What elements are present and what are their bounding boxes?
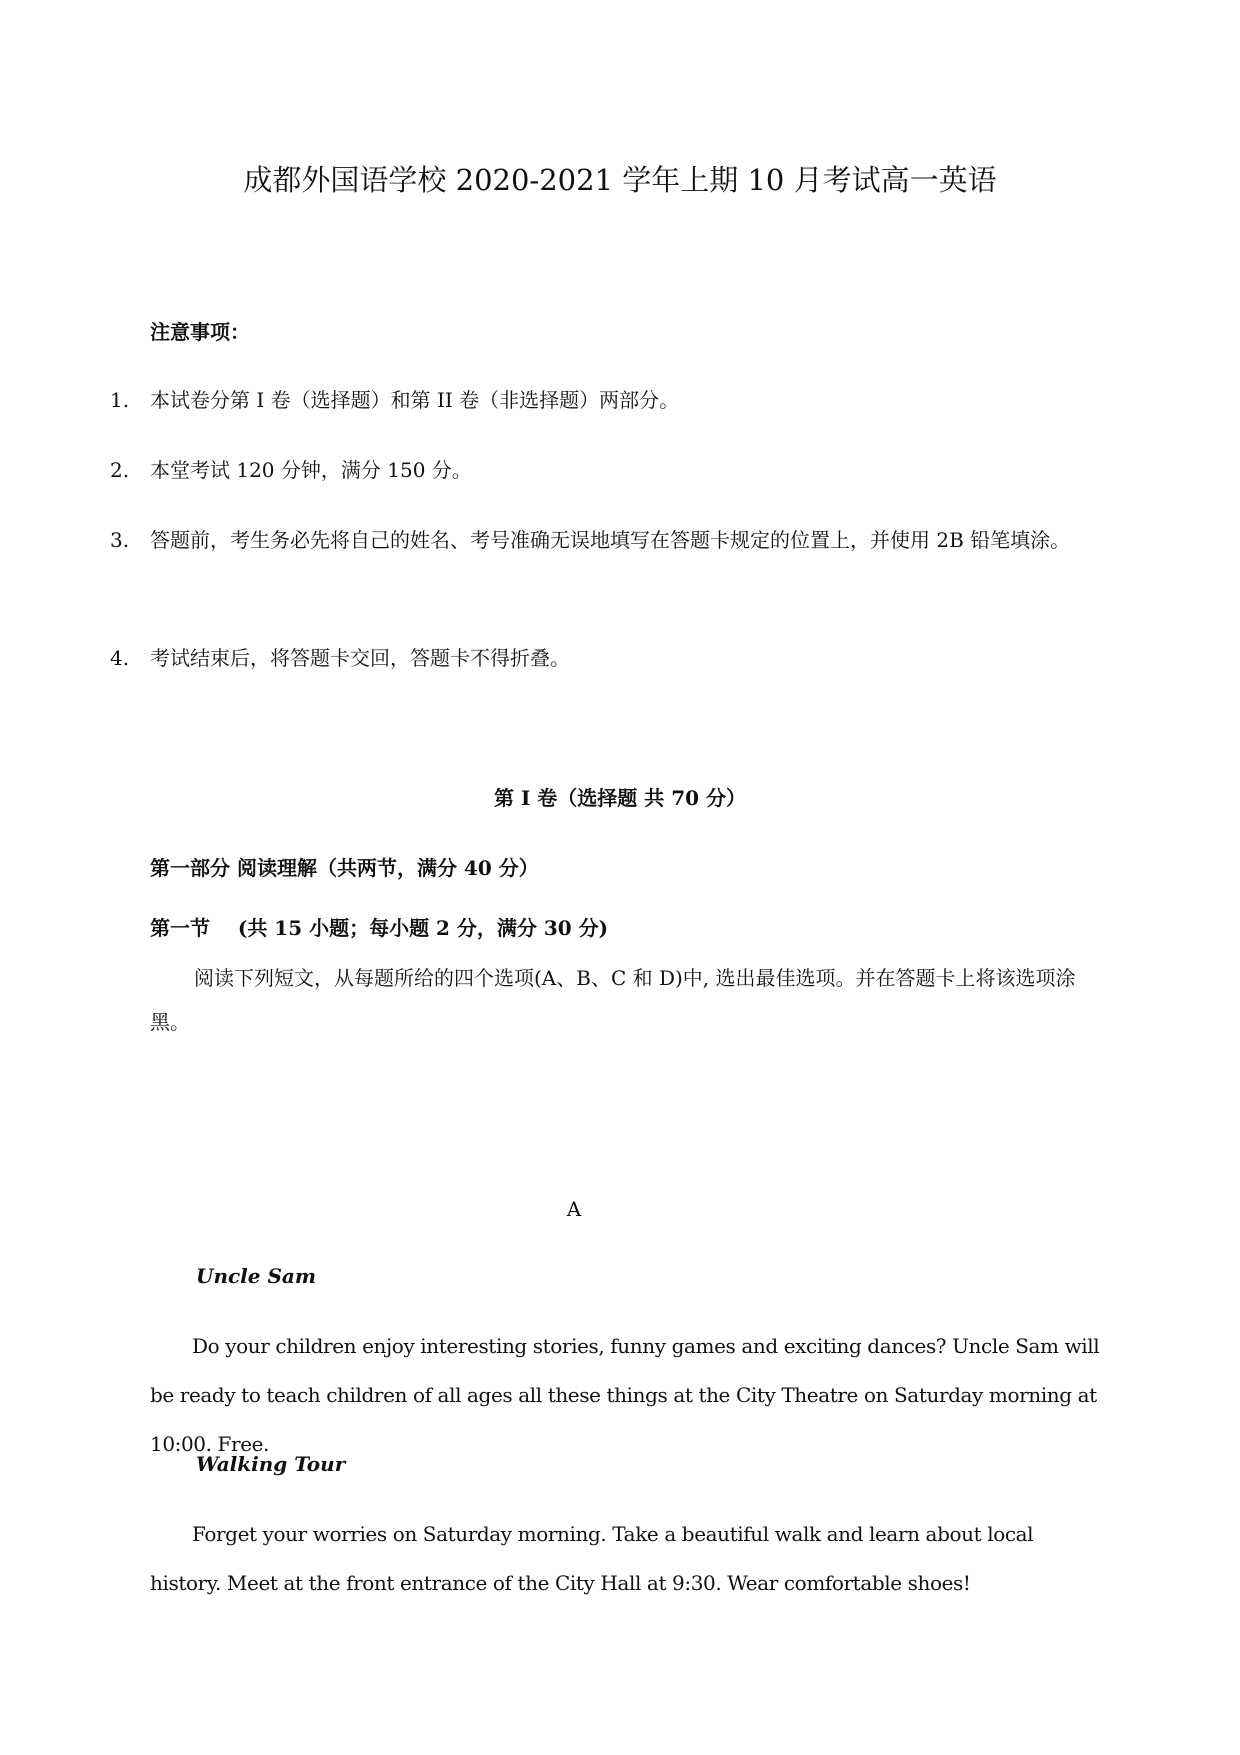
notice-item-number: 3.: [110, 528, 130, 552]
passage-label: A: [566, 1197, 582, 1221]
volume-heading: 第 I 卷（选择题 共 70 分）: [493, 786, 746, 810]
notice-item-text: 本堂考试 120 分钟，满分 150 分。: [150, 458, 472, 482]
section-heading: 第一节 (共 15 小题；每小题 2 分，满分 30 分): [150, 916, 609, 940]
exam-title: 成都外国语学校 2020-2021 学年上期 10 月考试高一英语: [243, 163, 997, 197]
notice-item-number: 2.: [110, 458, 130, 482]
reading-instruction: 阅读下列短文，从每题所给的四个选项(A、B、C 和 D)中, 选出最佳选项。并在答题卡上将该选项涂黑。: [150, 966, 1076, 1034]
event-title: Uncle Sam: [196, 1264, 317, 1288]
event-title: Walking Tour: [196, 1452, 346, 1476]
event-description: Do your children enjoy interesting stories, funny games and exciting dances? Uncle Sam will be ready to teach children of all ages all these things at the City Theatre on Saturday morning at 10:00. Free.: [150, 1334, 1100, 1456]
notice-item-number: 1.: [110, 388, 130, 412]
part-heading: 第一部分 阅读理解（共两节，满分 40 分）: [150, 856, 539, 880]
notice-item-text: 考试结束后，将答题卡交回，答题卡不得折叠。: [150, 646, 570, 670]
notice-item-text: 本试卷分第 I 卷（选择题）和第 II 卷（非选择题）两部分。: [150, 388, 680, 412]
notice-item-text: 答题前，考生务必先将自己的姓名、考号准确无误地填写在答题卡规定的位置上，并使用 2B 铅笔填涂。: [150, 528, 1071, 552]
notice-heading: 注意事项：: [150, 320, 250, 344]
notice-item-number: 4.: [110, 646, 130, 670]
event-description: Forget your worries on Saturday morning. Take a beautiful walk and learn about local history. Meet at the front entrance of the City Hall at 9:30. Wear comfortable shoes!: [150, 1522, 1034, 1595]
